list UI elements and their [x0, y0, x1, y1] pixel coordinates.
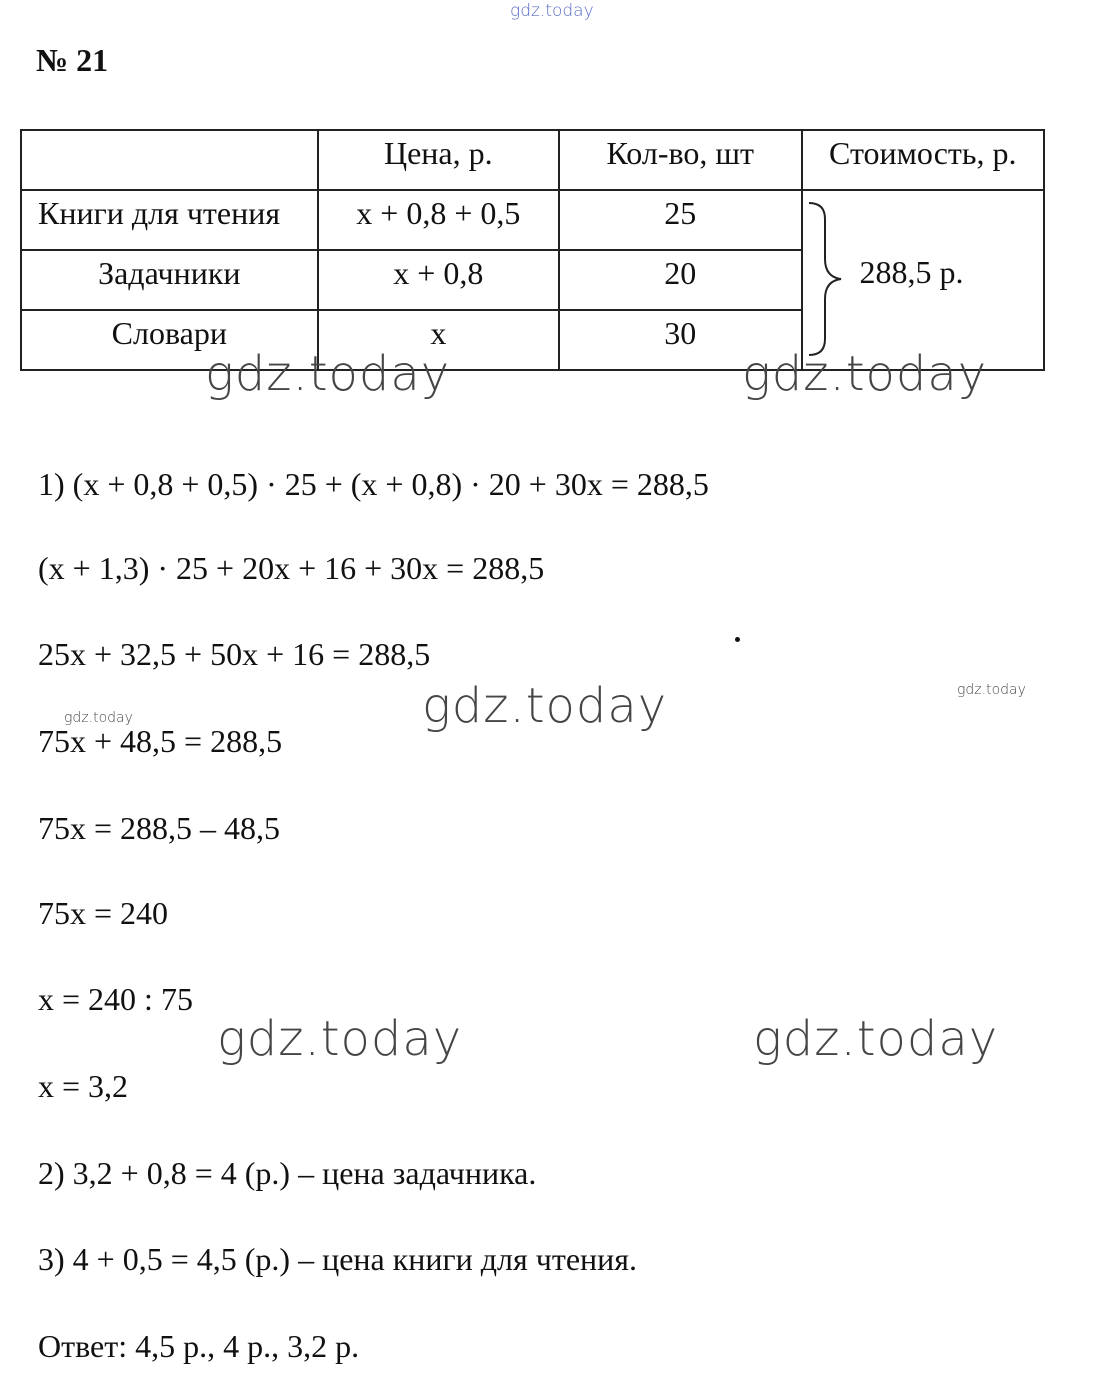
watermark: gdz.today [422, 678, 668, 734]
price-table [20, 129, 1045, 371]
solution-step: 3) 4 + 0,5 = 4,5 (р.) – цена книги для чтения. [38, 1241, 637, 1277]
curly-brace-icon [807, 199, 847, 359]
table-header-row [21, 130, 1044, 190]
table-cell-qty: 25 [559, 190, 801, 250]
watermark: gdz.today [753, 1011, 999, 1067]
table-cell-price: x [318, 310, 559, 370]
watermark: gdz.today [217, 1011, 463, 1067]
solution-step: x = 3,2 [38, 1068, 129, 1104]
table-cell-total-cost [802, 190, 1044, 370]
watermark-small: gdz.today [957, 682, 1026, 698]
table-header-cell: Цена, р. [318, 130, 559, 190]
table-cell-name: Словари [21, 310, 318, 370]
watermark: gdz.today [742, 346, 988, 402]
table-cell-qty: 30 [559, 310, 801, 370]
watermark-small: gdz.today [64, 710, 133, 726]
table-cell-qty: 20 [559, 250, 801, 310]
table-header-cell: Стоимость, р. [802, 130, 1044, 190]
table-cell-price: x + 0,8 + 0,5 [318, 190, 559, 250]
problem-number: № 21 [36, 42, 109, 78]
stray-dot [735, 637, 740, 642]
answer: Ответ: 4,5 р., 4 р., 3,2 р. [38, 1328, 360, 1364]
solution-step: (x + 1,3) · 25 + 20x + 16 + 30x = 288,5 [38, 550, 545, 586]
table-cell-name: Книги для чтения [21, 190, 318, 250]
table-cell-price: x + 0,8 [318, 250, 559, 310]
solution-step: x = 240 : 75 [38, 981, 193, 1017]
table-header-cell [21, 130, 318, 190]
table-header-cell: Кол-во, шт [559, 130, 801, 190]
table-row [21, 190, 1044, 250]
watermark-top: gdz.today [510, 1, 594, 21]
solution-step: 2) 3,2 + 0,8 = 4 (р.) – цена задачника. [38, 1155, 537, 1191]
solution-step: 1) (x + 0,8 + 0,5) · 25 + (x + 0,8) · 20 + 30x = 288,5 [38, 466, 709, 502]
total-cost-value: 288,5 р. [859, 254, 964, 290]
watermark: gdz.today [205, 346, 451, 402]
solution-step: 75x = 288,5 – 48,5 [38, 810, 281, 846]
solution-step: 25x + 32,5 + 50x + 16 = 288,5 [38, 636, 431, 672]
table-cell-name: Задачники [21, 250, 318, 310]
solution-step: 75x + 48,5 = 288,5 [38, 723, 283, 759]
solution-step: 75x = 240 [38, 895, 169, 931]
